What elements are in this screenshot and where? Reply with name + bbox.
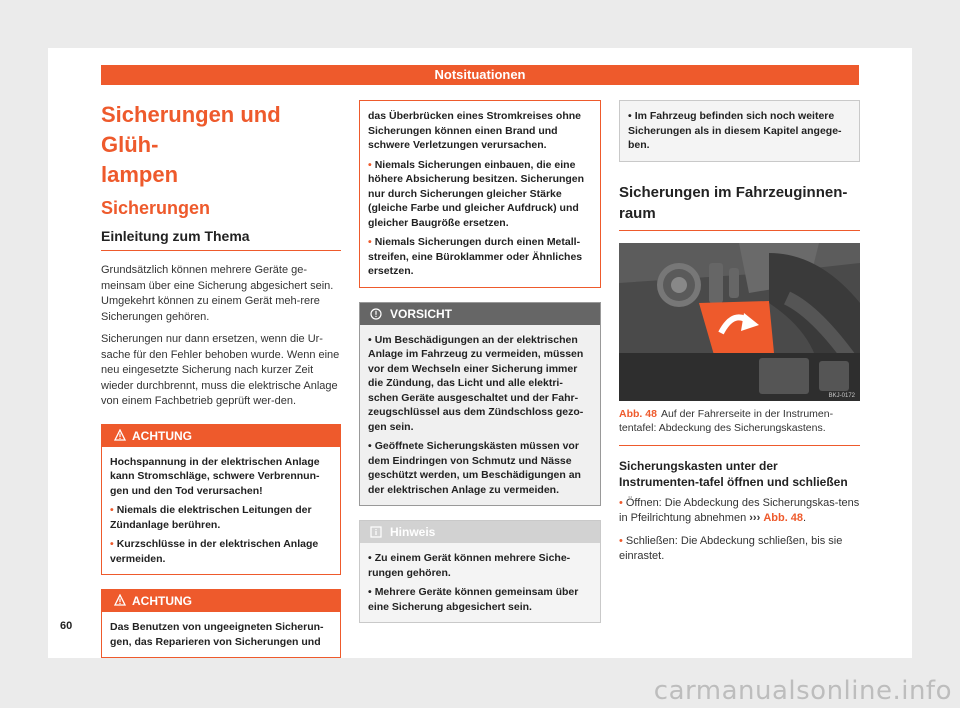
note-item: • Zu einem Gerät können mehrere Siche-rungen gehören. <box>368 552 571 579</box>
figure-caption-text: Auf der Fahrerseite in der Instrumen-tentafel: Abdeckung des Sicherungskastens. <box>619 407 834 434</box>
warning-text: Das Benutzen von ungeeigneten Sicherun-gen, das Reparieren von Sicherungen und <box>110 621 324 648</box>
bullet-icon: • <box>619 496 623 509</box>
intro-paragraph-2: Sicherungen nur dann ersetzen, wenn die Ur-sache für den Fehler behoben wurde. Wenn eine neu eingesetzte Sicherung nach kurzer Zeit wieder durchbrennt, muss die elektrische Anlage von einem Fachbetrieb geprüft wer-den. <box>101 333 340 407</box>
warning-body <box>360 101 600 287</box>
chapter-header: Notsituationen <box>101 65 859 85</box>
figure-image <box>619 243 860 401</box>
note-header <box>360 521 600 543</box>
step-item: • Schließen: Die Abdeckung schließen, bis sie einrastet. <box>619 534 843 562</box>
figure-link[interactable]: Abb. 48 <box>763 512 804 524</box>
note-item: • Im Fahrzeug befinden sich noch weitere Sicherungen als in diesem Kapitel angege-ben. <box>628 110 842 151</box>
bullet-icon: • <box>368 158 372 171</box>
warning-header <box>102 590 340 612</box>
warning-text: das Überbrücken eines Stromkreises ohne Sicherungen können einen Brand und schwere Verletzungen verursachen. <box>368 110 581 151</box>
sub-heading: Sicherungskasten unter der Instrumenten-tafel öffnen und schließen <box>619 458 848 489</box>
figure-caption <box>619 401 860 446</box>
warning-text: Hochspannung in der elektrischen Anlage kann Stromschläge, schwere Verbrennun-gen und den Tod verursachen! <box>110 455 320 497</box>
bullet-icon: • <box>628 110 632 122</box>
section-title: Sicherungen <box>101 198 211 218</box>
note-box-continued <box>619 100 860 162</box>
caution-body <box>360 325 600 506</box>
warning-item: • Niemals Sicherungen durch einen Metall-streifen, eine Büroklammer oder Ähnliches ersetzen. <box>368 236 583 277</box>
note-item: • Mehrere Geräte können gemeinsam über eine Sicherung abgesichert sein. <box>368 586 579 613</box>
bullet-icon: • <box>368 552 372 564</box>
note-box <box>359 520 601 623</box>
bullet-icon: • <box>368 333 372 346</box>
warning-item: • Kurzschlüsse in der elektrischen Anlage vermeiden. <box>110 538 319 565</box>
topic-heading: Einleitung zum Thema <box>101 228 341 251</box>
bullet-icon: • <box>619 534 623 547</box>
bullet-icon: • <box>110 504 114 516</box>
bullet-icon: • <box>110 538 114 550</box>
warning-triangle-icon <box>114 594 126 606</box>
column-left <box>101 100 341 658</box>
warning-box-continued <box>359 100 601 288</box>
caution-header <box>360 303 600 325</box>
warning-header <box>102 425 340 447</box>
warning-box-2 <box>101 589 341 658</box>
column-middle <box>359 100 601 623</box>
warning-item: • Niemals die elektrischen Leitungen der Zündanlage berühren. <box>110 504 312 531</box>
warning-label: ACHTUNG <box>132 428 192 443</box>
warning-item: • Niemals Sicherungen einbauen, die eine höhere Absicherung besitzen. Sicherungen nur durch Sicherungen gleicher Stärke (gleiche Farbe und gleicher Aufdruck) und gleicher Baugröße ersetzen. <box>368 158 585 229</box>
bullet-icon: • <box>368 586 372 598</box>
caution-item: • Geöffnete Sicherungskästen müssen vor dem Eindringen von Schmutz und Nässe geschützt werden, um Beschädigungen an der elektrischen Anlage zu vermeiden. <box>368 440 581 496</box>
figure-number: Abb. 48 <box>619 407 657 420</box>
watermark: carmanualsonline.info <box>653 676 952 706</box>
dashboard-illustration <box>619 243 860 401</box>
caution-label: VORSICHT <box>390 306 453 321</box>
section-title: Sicherungen im Fahrzeuginnen- raum <box>619 182 860 231</box>
warning-body <box>102 447 340 575</box>
intro-paragraph-1: Grundsätzlich können mehrere Geräte ge-meinsam über eine Sicherung abgesichert sein. Umgekehrt können zu einem Gerät meh-rere Sicherungen gehören. <box>101 264 334 323</box>
column-right <box>619 100 860 572</box>
warning-box-1 <box>101 424 341 576</box>
image-code: BKJ-0172 <box>828 392 855 399</box>
warning-triangle-icon <box>114 429 126 441</box>
info-circle-icon <box>370 308 382 320</box>
warning-body <box>102 612 340 657</box>
note-body <box>360 543 600 622</box>
caution-box <box>359 302 601 507</box>
note-icon <box>370 526 382 538</box>
step-item: • Öffnen: Die Abdeckung des Sicherungskas-tens in Pfeilrichtung abnehmen ››› Abb. 48. <box>619 496 860 524</box>
reference-arrow: ››› <box>749 512 761 524</box>
note-label: Hinweis <box>390 525 436 539</box>
bullet-icon: • <box>368 440 372 452</box>
chapter-title: Sicherungen und Glüh- lampen <box>101 102 281 187</box>
note-body <box>620 101 859 161</box>
caution-item: • Um Beschädigungen an der elektrischen Anlage im Fahrzeug zu vermeiden, müssen vor dem Wechseln einer Sicherung immer die Zündung, das Licht und alle elektri-schen Geräte ausgeschaltet und der Fahr-zeugschlüssel aus dem Zündschloss gezo-gen sein. <box>368 333 584 433</box>
bullet-icon: • <box>368 236 372 248</box>
page-number: 60 <box>60 620 73 632</box>
warning-label: ACHTUNG <box>132 594 192 608</box>
